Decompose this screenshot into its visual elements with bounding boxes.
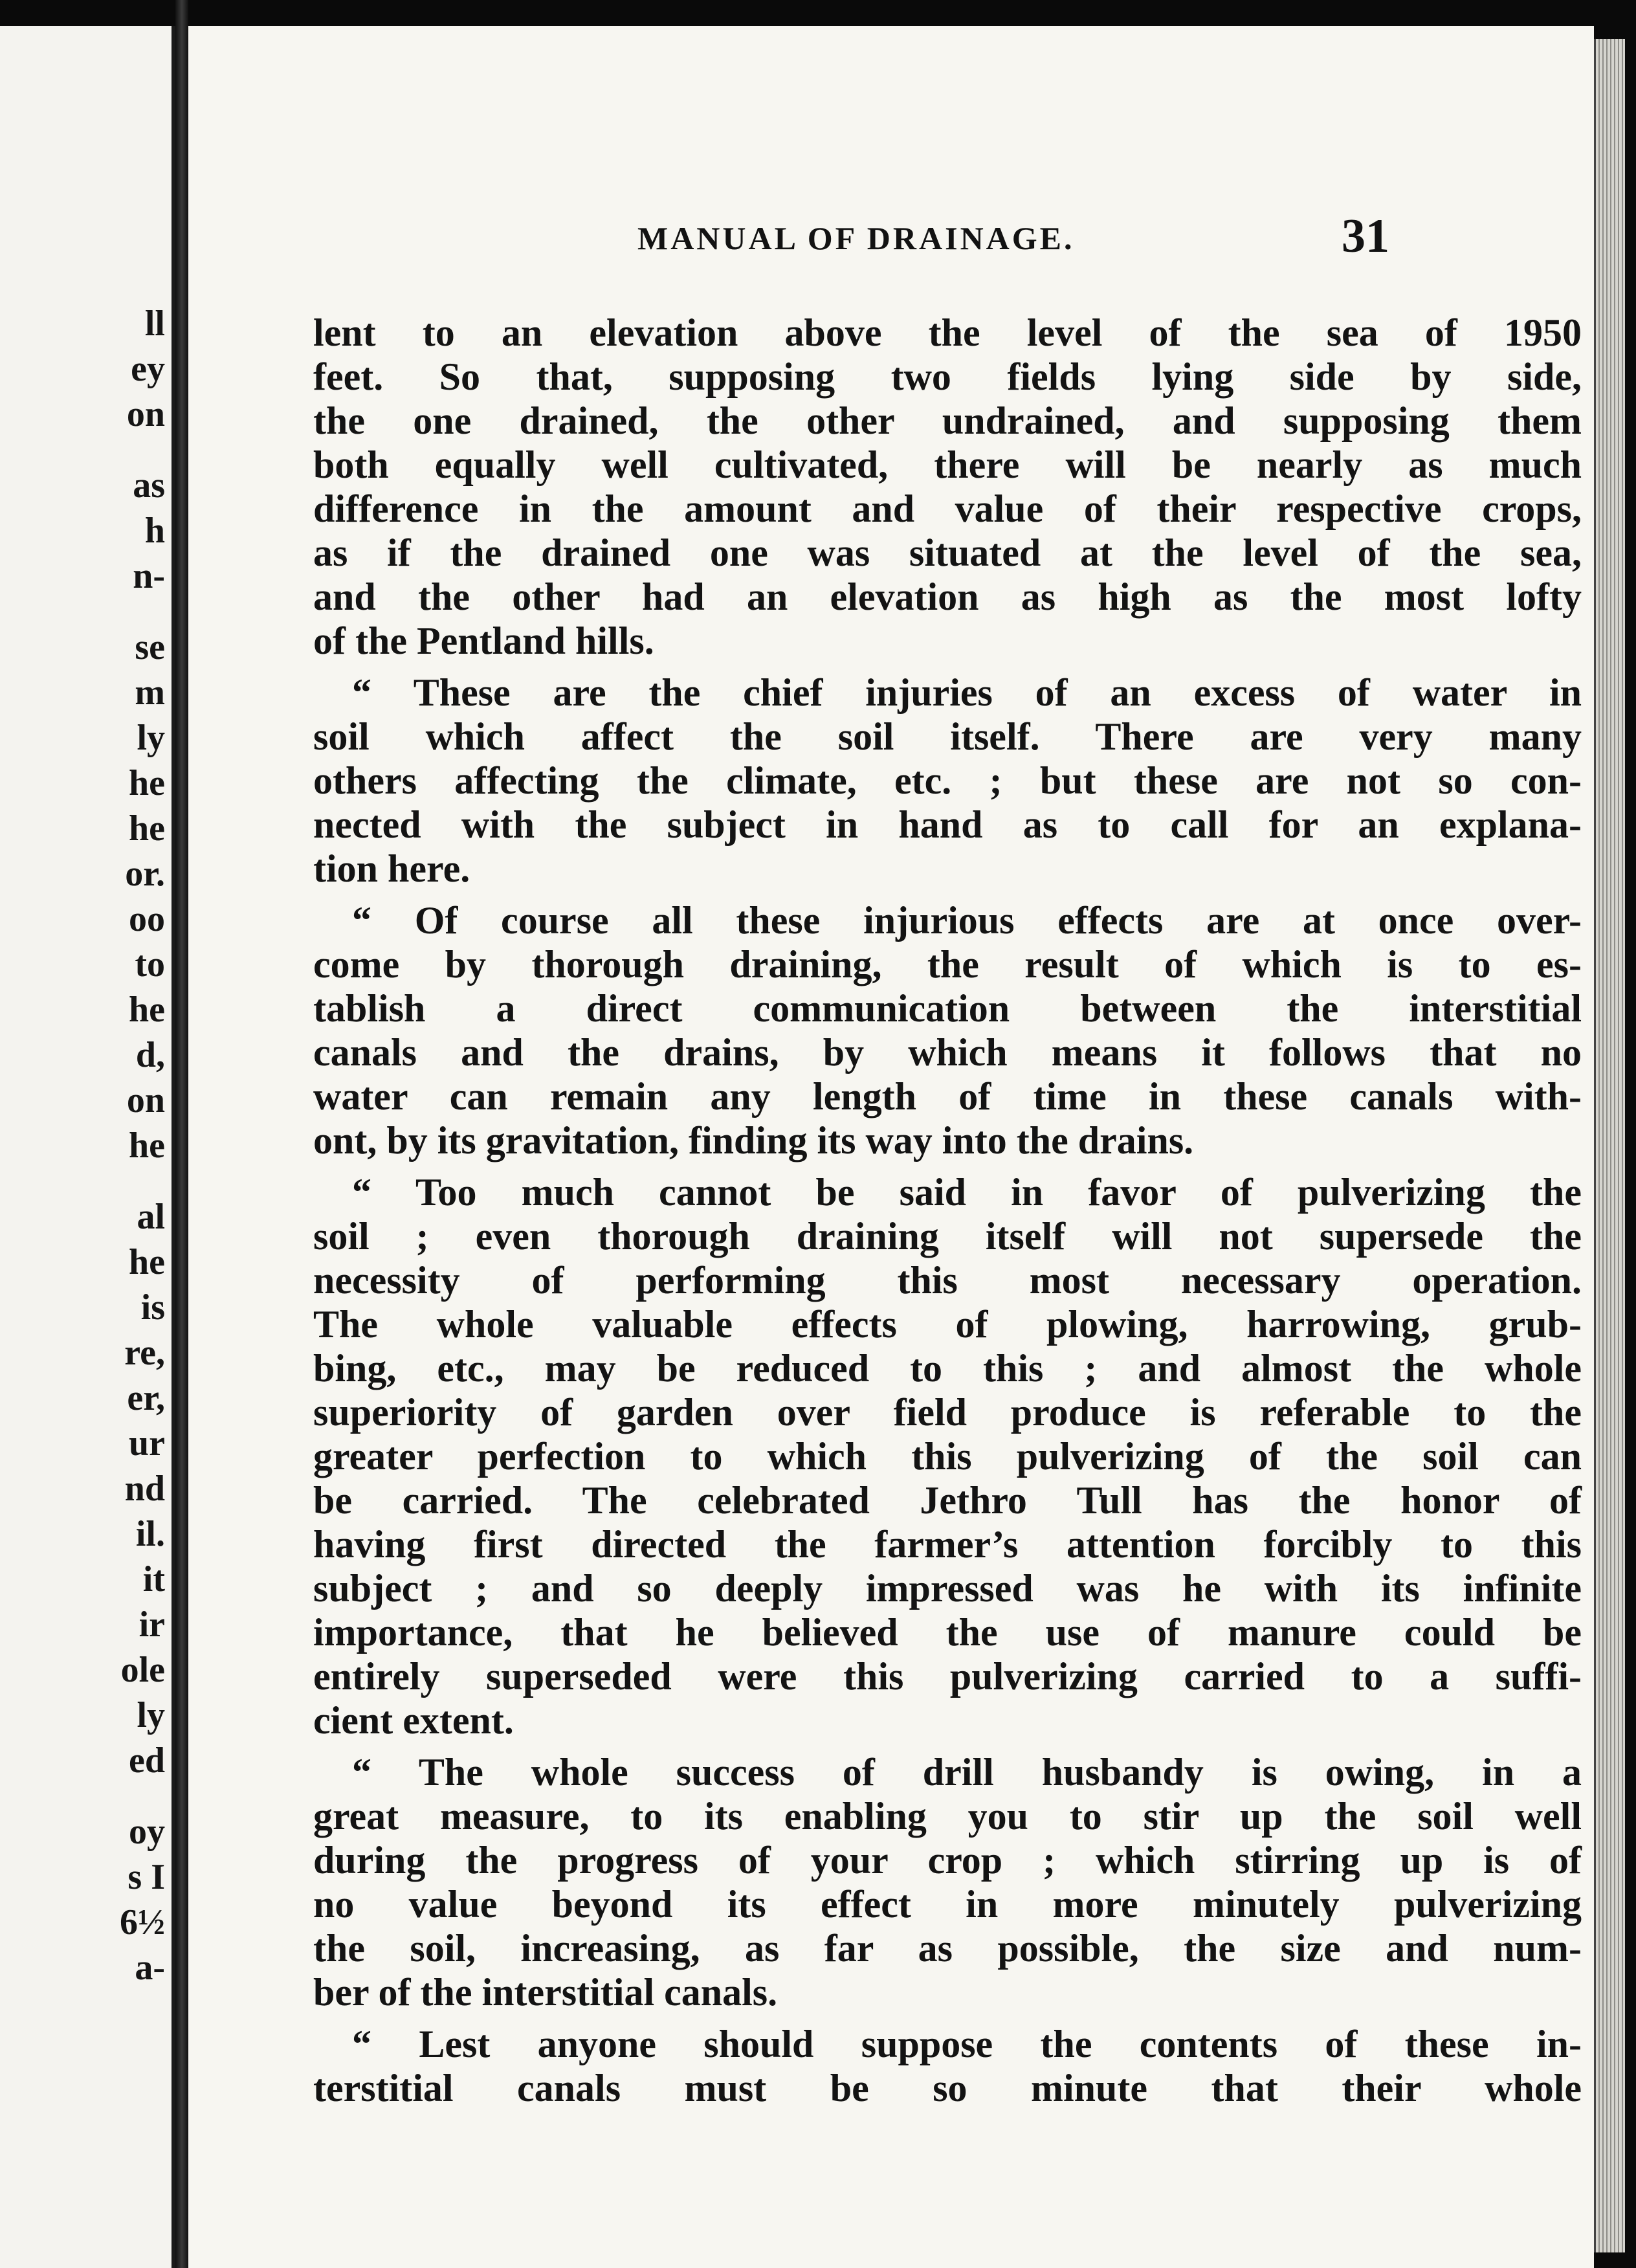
facing-line: nd bbox=[124, 1469, 165, 1509]
facing-gap bbox=[0, 1783, 165, 1809]
text-line: of the Pentland hills. bbox=[313, 619, 654, 662]
text-line: having first directed the farmer’s attention forcibly to this bbox=[313, 1523, 1582, 1566]
paragraph bbox=[313, 2022, 1582, 2110]
text-line: “ Too much cannot be said in favor of pulverizing the bbox=[352, 1171, 1582, 1214]
text-line: the one drained, the other undrained, and supposing them bbox=[313, 399, 1582, 442]
facing-line: or. bbox=[125, 854, 165, 894]
facing-line: ly bbox=[137, 1695, 165, 1735]
text-line: The whole valuable effects of plowing, harrowing, grub- bbox=[313, 1303, 1582, 1346]
paragraph bbox=[313, 1170, 1582, 1742]
facing-line: h bbox=[144, 511, 165, 551]
text-line: others affecting the climate, etc. ; but these are not so con- bbox=[313, 759, 1582, 802]
text-line: soil which affect the soil itself. There are very many bbox=[313, 715, 1582, 758]
facing-line: ly bbox=[137, 718, 165, 758]
facing-line: he bbox=[129, 763, 165, 803]
text-line: difference in the amount and value of their respective crops, bbox=[313, 487, 1582, 530]
facing-line: to bbox=[135, 944, 165, 984]
text-line: greater perfection to which this pulverizing of the soil can bbox=[313, 1435, 1582, 1478]
facing-line: er, bbox=[127, 1378, 165, 1418]
facing-gap bbox=[0, 599, 165, 625]
facing-line: il. bbox=[135, 1514, 165, 1554]
text-line: subject ; and so deeply impressed was he with its infinite bbox=[313, 1567, 1582, 1610]
facing-line: is bbox=[140, 1287, 165, 1328]
paragraph bbox=[313, 1750, 1582, 2014]
text-line: water can remain any length of time in these canals with- bbox=[313, 1075, 1582, 1118]
facing-line: 6½ bbox=[120, 1902, 165, 1942]
facing-line: ir bbox=[138, 1605, 165, 1645]
facing-line: he bbox=[129, 1242, 165, 1282]
text-line: great measure, to its enabling you to stir up the soil well bbox=[313, 1795, 1582, 1838]
text-line: bing, etc., may be reduced to this ; and almost the whole bbox=[313, 1347, 1582, 1390]
facing-line: ll bbox=[144, 304, 165, 344]
facing-line: it bbox=[142, 1559, 165, 1599]
facing-gap bbox=[0, 1168, 165, 1194]
facing-line: he bbox=[129, 808, 165, 849]
text-line: during the progress of your crop ; which stirring up is of bbox=[313, 1839, 1582, 1882]
text-line: soil ; even thorough draining itself will not supersede the bbox=[313, 1215, 1582, 1258]
facing-line: m bbox=[135, 673, 165, 713]
page-stack-edge bbox=[1594, 39, 1625, 2252]
text-line: be carried. The celebrated Jethro Tull has the honor of bbox=[313, 1479, 1582, 1522]
facing-page bbox=[0, 26, 175, 2268]
facing-line: ey bbox=[131, 349, 165, 389]
text-line: ont, by its gravitation, finding its way into the drains. bbox=[313, 1119, 1194, 1162]
facing-line: he bbox=[129, 990, 165, 1030]
facing-page-text bbox=[0, 301, 165, 1990]
text-line: “ These are the chief injuries of an excess of water in bbox=[352, 671, 1582, 714]
text-line: necessity of performing this most necessary operation. bbox=[313, 1259, 1582, 1302]
text-line: tablish a direct communication between the interstitial bbox=[313, 987, 1582, 1030]
body-text bbox=[313, 311, 1582, 2110]
facing-line: as bbox=[133, 465, 165, 506]
paragraph bbox=[313, 311, 1582, 663]
text-line: nected with the subject in hand as to call for an explana- bbox=[313, 803, 1582, 846]
facing-gap bbox=[0, 437, 165, 463]
facing-line: n- bbox=[133, 556, 165, 596]
facing-line: ed bbox=[129, 1740, 165, 1781]
running-title: MANUAL OF DRAINAGE. bbox=[637, 220, 1075, 256]
page-number: 31 bbox=[1342, 210, 1389, 263]
paragraph bbox=[313, 671, 1582, 891]
facing-line: s I bbox=[127, 1857, 165, 1897]
text-line: as if the drained one was situated at the level of the sea, bbox=[313, 531, 1582, 574]
text-line: superiority of garden over field produce is referable to the bbox=[313, 1391, 1582, 1434]
text-line: “ Lest anyone should suppose the contents of these in- bbox=[352, 2023, 1582, 2065]
facing-line: se bbox=[135, 627, 165, 667]
text-line: the soil, increasing, as far as possible, the size and num- bbox=[313, 1927, 1582, 1970]
text-line: “ The whole success of drill husbandy is owing, in a bbox=[352, 1751, 1582, 1794]
facing-line: on bbox=[126, 394, 165, 434]
facing-line: re, bbox=[124, 1333, 165, 1373]
facing-line: ur bbox=[129, 1423, 165, 1463]
running-head bbox=[188, 209, 1594, 267]
text-line: canals and the drains, by which means it follows that no bbox=[313, 1031, 1582, 1074]
paragraph bbox=[313, 898, 1582, 1162]
facing-line: al bbox=[137, 1197, 165, 1237]
text-line: no value beyond its effect in more minutely pulverizing bbox=[313, 1883, 1582, 1926]
facing-line: oy bbox=[129, 1812, 165, 1852]
text-line: importance, that he believed the use of manure could be bbox=[313, 1611, 1582, 1654]
text-line: feet. So that, supposing two fields lying side by side, bbox=[313, 355, 1582, 398]
text-line: “ Of course all these injurious effects are at once over- bbox=[352, 899, 1582, 942]
text-line: tion here. bbox=[313, 847, 470, 890]
text-line: ber of the interstitial canals. bbox=[313, 1971, 778, 2014]
book-page bbox=[188, 26, 1594, 2268]
text-line: terstitial canals must be so minute that their whole bbox=[313, 2067, 1582, 2109]
facing-line: a- bbox=[135, 1948, 165, 1988]
facing-line: oo bbox=[129, 899, 165, 939]
text-line: cient extent. bbox=[313, 1699, 514, 1742]
text-line: and the other had an elevation as high as the most lofty bbox=[313, 575, 1582, 618]
text-line: both equally well cultivated, there will be nearly as much bbox=[313, 443, 1582, 486]
text-line: lent to an elevation above the level of the sea of 1950 bbox=[313, 311, 1582, 354]
text-line: entirely superseded were this pulverizing carried to a suffi- bbox=[313, 1655, 1582, 1698]
facing-line: d, bbox=[135, 1035, 165, 1075]
facing-line: he bbox=[129, 1126, 165, 1166]
facing-line: on bbox=[126, 1080, 165, 1120]
book-gutter bbox=[175, 0, 188, 2268]
facing-line: ole bbox=[120, 1650, 165, 1690]
text-line: come by thorough draining, the result of which is to es- bbox=[313, 943, 1582, 986]
